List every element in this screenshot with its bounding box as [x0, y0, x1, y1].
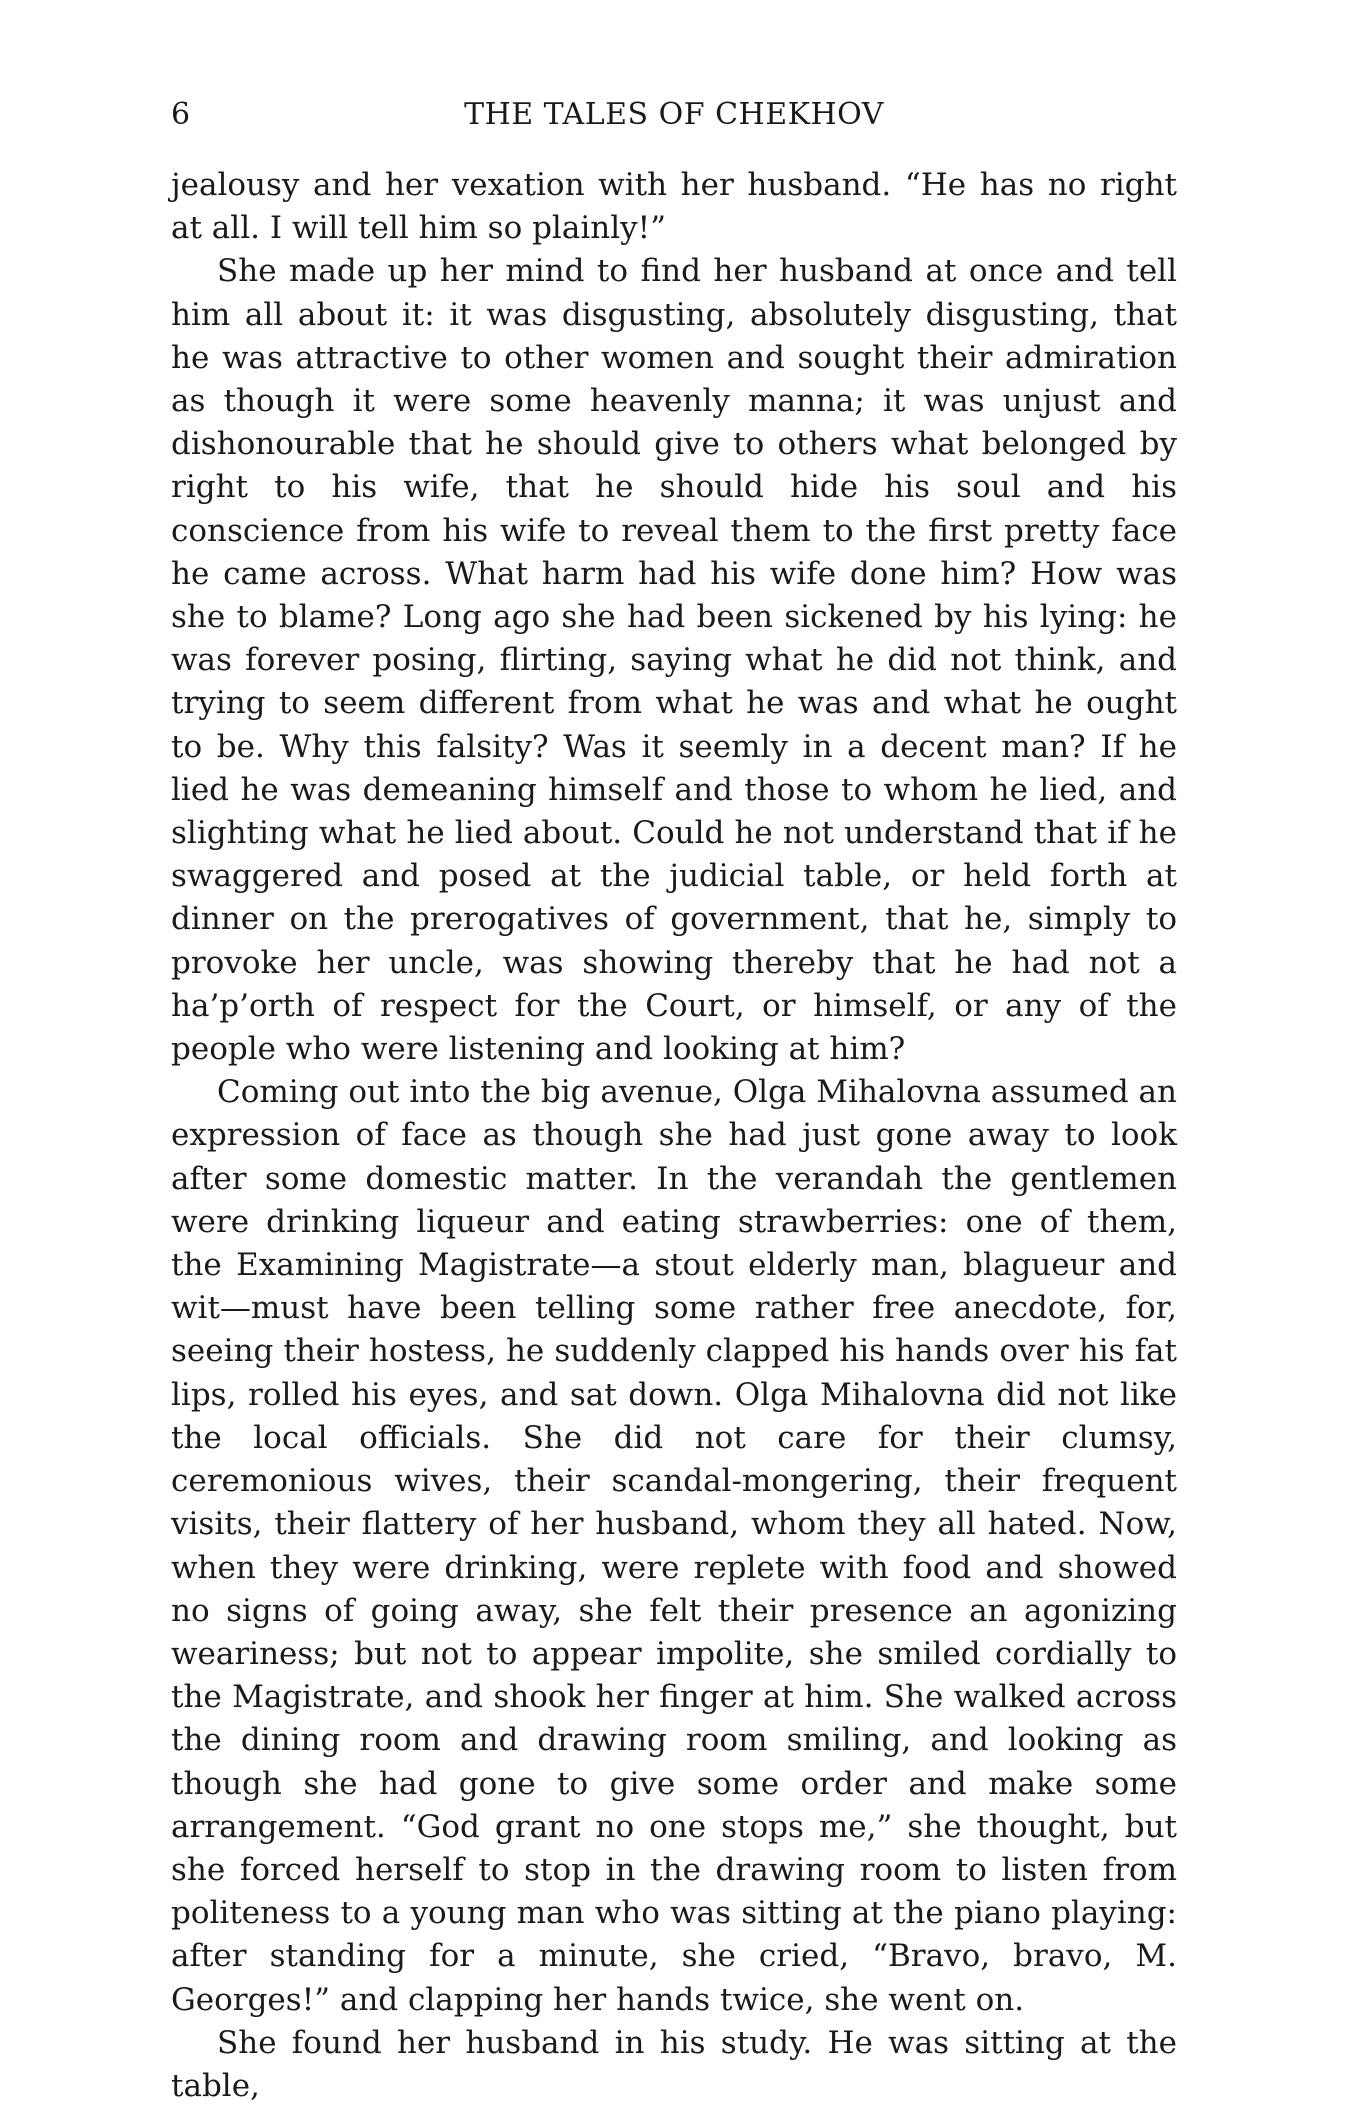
- paragraph: She made up her mind to find her husband at once and tell him all about it: it was disgusting, absolutely disgusting, that he was attractive to other women and sought their admiration as though it were some heavenly manna; it was unjust and dishonourable that he should give to others what belonged by right to his wife, that he should hide his soul and his conscience from his wife to reveal them to the first pretty face he came across. What harm had his wife done him? How was she to blame? Long ago she had been sickened by his lying: he was forever posing, flirting, saying what he did not think, and trying to seem different from what he was and what he ought to be. Why this falsity? Was it seemly in a decent man? If he lied he was demeaning himself and those to whom he lied, and slighting what he lied about. Could he not understand that if he swaggered and posed at the judicial table, or held forth at dinner on the prerogatives of government, that he, simply to provoke her uncle, was showing thereby that he had not a ha’p’orth of respect for the Court, or himself, or any of the people who were listening and looking at him?: [171, 253, 1177, 1068]
- running-head: [171, 92, 1177, 138]
- paragraph: She found her husband in his study. He was sitting at the table,: [171, 2024, 1177, 2104]
- book-title: THE TALES OF CHEKHOV: [464, 97, 884, 132]
- body-text: [171, 164, 1177, 2108]
- paragraph: Coming out into the big avenue, Olga Mihalovna assumed an expression of face as though she had just gone away to look after some domestic matter. In the verandah the gentlemen were drinking liqueur and eating strawberries: one of them, the Examining Magistrate—a stout elderly man, blagueur and wit—must have been telling some rather free anecdote, for, seeing their hostess, he suddenly clapped his hands over his fat lips, rolled his eyes, and sat down. Olga Mihalovna did not like the local officials. She did not care for their clumsy, ceremonious wives, their scandal-mongering, their frequent visits, their flattery of her husband, whom they all hated. Now, when they were drinking, were replete with food and showed no signs of going away, she felt their presence an agonizing weariness; but not to appear impolite, she smiled cordially to the Magistrate, and shook her finger at him. She walked across the dining room and drawing room smiling, and looking as though she had gone to give some order and make some arrangement. “God grant no one stops me,” she thought, but she forced herself to stop in the drawing room to listen from politeness to a young man who was sitting at the piano playing: after standing for a minute, she cried, “Bravo, bravo, M. Georges!” and clapping her hands twice, she went on.: [171, 1074, 1177, 2018]
- page-number: 6: [171, 97, 191, 132]
- paragraph-continued: jealousy and her vexation with her husband. “He has no right at all. I will tell him so plainly!”: [171, 167, 1177, 247]
